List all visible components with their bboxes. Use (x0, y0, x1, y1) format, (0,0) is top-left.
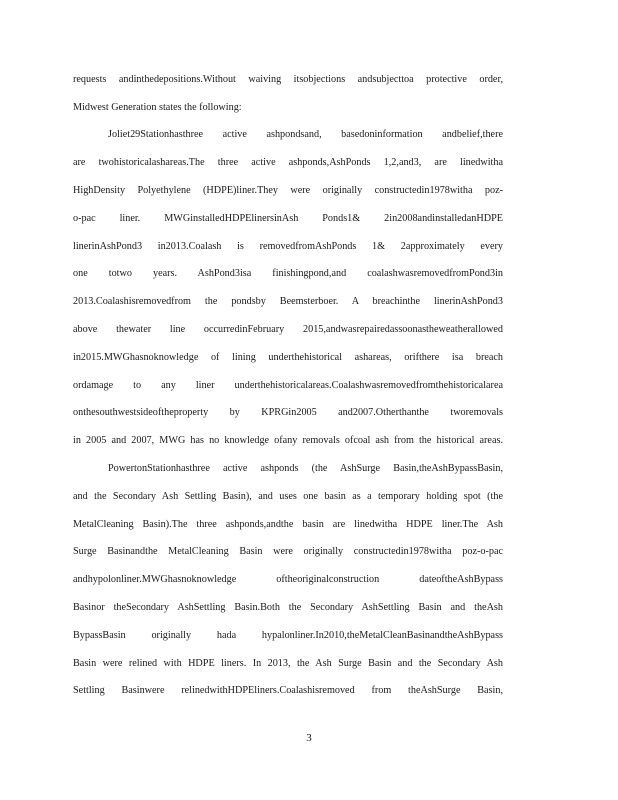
text-line: o-pac liner. MWGinstalledHDPElinersinAsh Ponds1& 2in2008andinstalledanHDPE (73, 213, 503, 224)
text-line: linerinAshPond3 in2013.Coalash is removedfromAshPonds 1& 2approximately every (73, 241, 503, 252)
text-line: BypassBasin originally hada hypalonliner.In2010,theMetalCleanBasinandtheAshBypass (73, 630, 503, 641)
text-line: PowertonStationhasthree active ashponds (the AshSurge Basin,theAshBypassBasin, (108, 463, 503, 474)
text-line: onthesouthwestsideoftheproperty by KPRGin2005 and2007.Otherthanthe tworemovals (73, 407, 503, 418)
text-line: are twohistoricalashareas.The three active ashponds,AshPonds 1,2,and3, are linedwitha (73, 157, 503, 168)
text-line: HighDensity Polyethylene (HDPE)liner.They were originally constructedin1978witha poz- (73, 185, 503, 196)
text-line: in2015.MWGhasnoknowledge of lining underthehistorical ashareas, orifthere isa breach (73, 352, 503, 363)
text-line: Basin were relined with HDPE liners. In 2013, the Ash Surge Basin and the Secondary Ash (73, 658, 503, 669)
text-line: andhypolonliner.MWGhasnoknowledge oftheoriginalconstruction dateoftheAshBypass (73, 574, 503, 585)
text-line: Settling Basinwere relinedwithHDPEliners.Coalashisremoved from theAshSurge Basin, (73, 685, 503, 696)
text-line: above thewater line occurredinFebruary 2015,andwasrepairedassoonastheweatherallowed (73, 324, 503, 335)
text-line: ordamage to any liner underthehistoricalareas.Coalashwasremovedfromthehistoricalarea (73, 380, 503, 391)
text-line: 2013.Coalashisremovedfrom the pondsby Beemsterboer. A breachinthe linerinAshPond3 (73, 296, 503, 307)
text-line: MetalCleaning Basin).The three ashponds,andthe basin are linedwitha HDPE liner.The Ash (73, 519, 503, 530)
text-line: one totwo years. AshPond3isa finishingpond,and coalashwasremovedfromPond3in (73, 268, 503, 279)
text-line: in 2005 and 2007, MWG has no knowledge ofany removals ofcoal ash from the historical areas. (73, 435, 503, 446)
text-line: Joliet29Stationhasthree active ashpondsand, basedoninformation andbelief,there (108, 129, 503, 140)
text-line: Surge Basinandthe MetalCleaning Basin were originally constructedin1978witha poz-o-pac (73, 546, 503, 557)
text-line: and the Secondary Ash Settling Basin), and uses one basin as a temporary holding spot (the (73, 491, 503, 502)
text-line: Midwest Generation states the following: (73, 102, 242, 113)
page-number: 3 (306, 732, 312, 744)
text-line: requests andinthedepositions.Without waiving itsobjections andsubjecttoa protective order, (73, 74, 503, 85)
text-line: Basinor theSecondary AshSettling Basin.Both the Secondary AshSettling Basin and theAsh (73, 602, 503, 613)
